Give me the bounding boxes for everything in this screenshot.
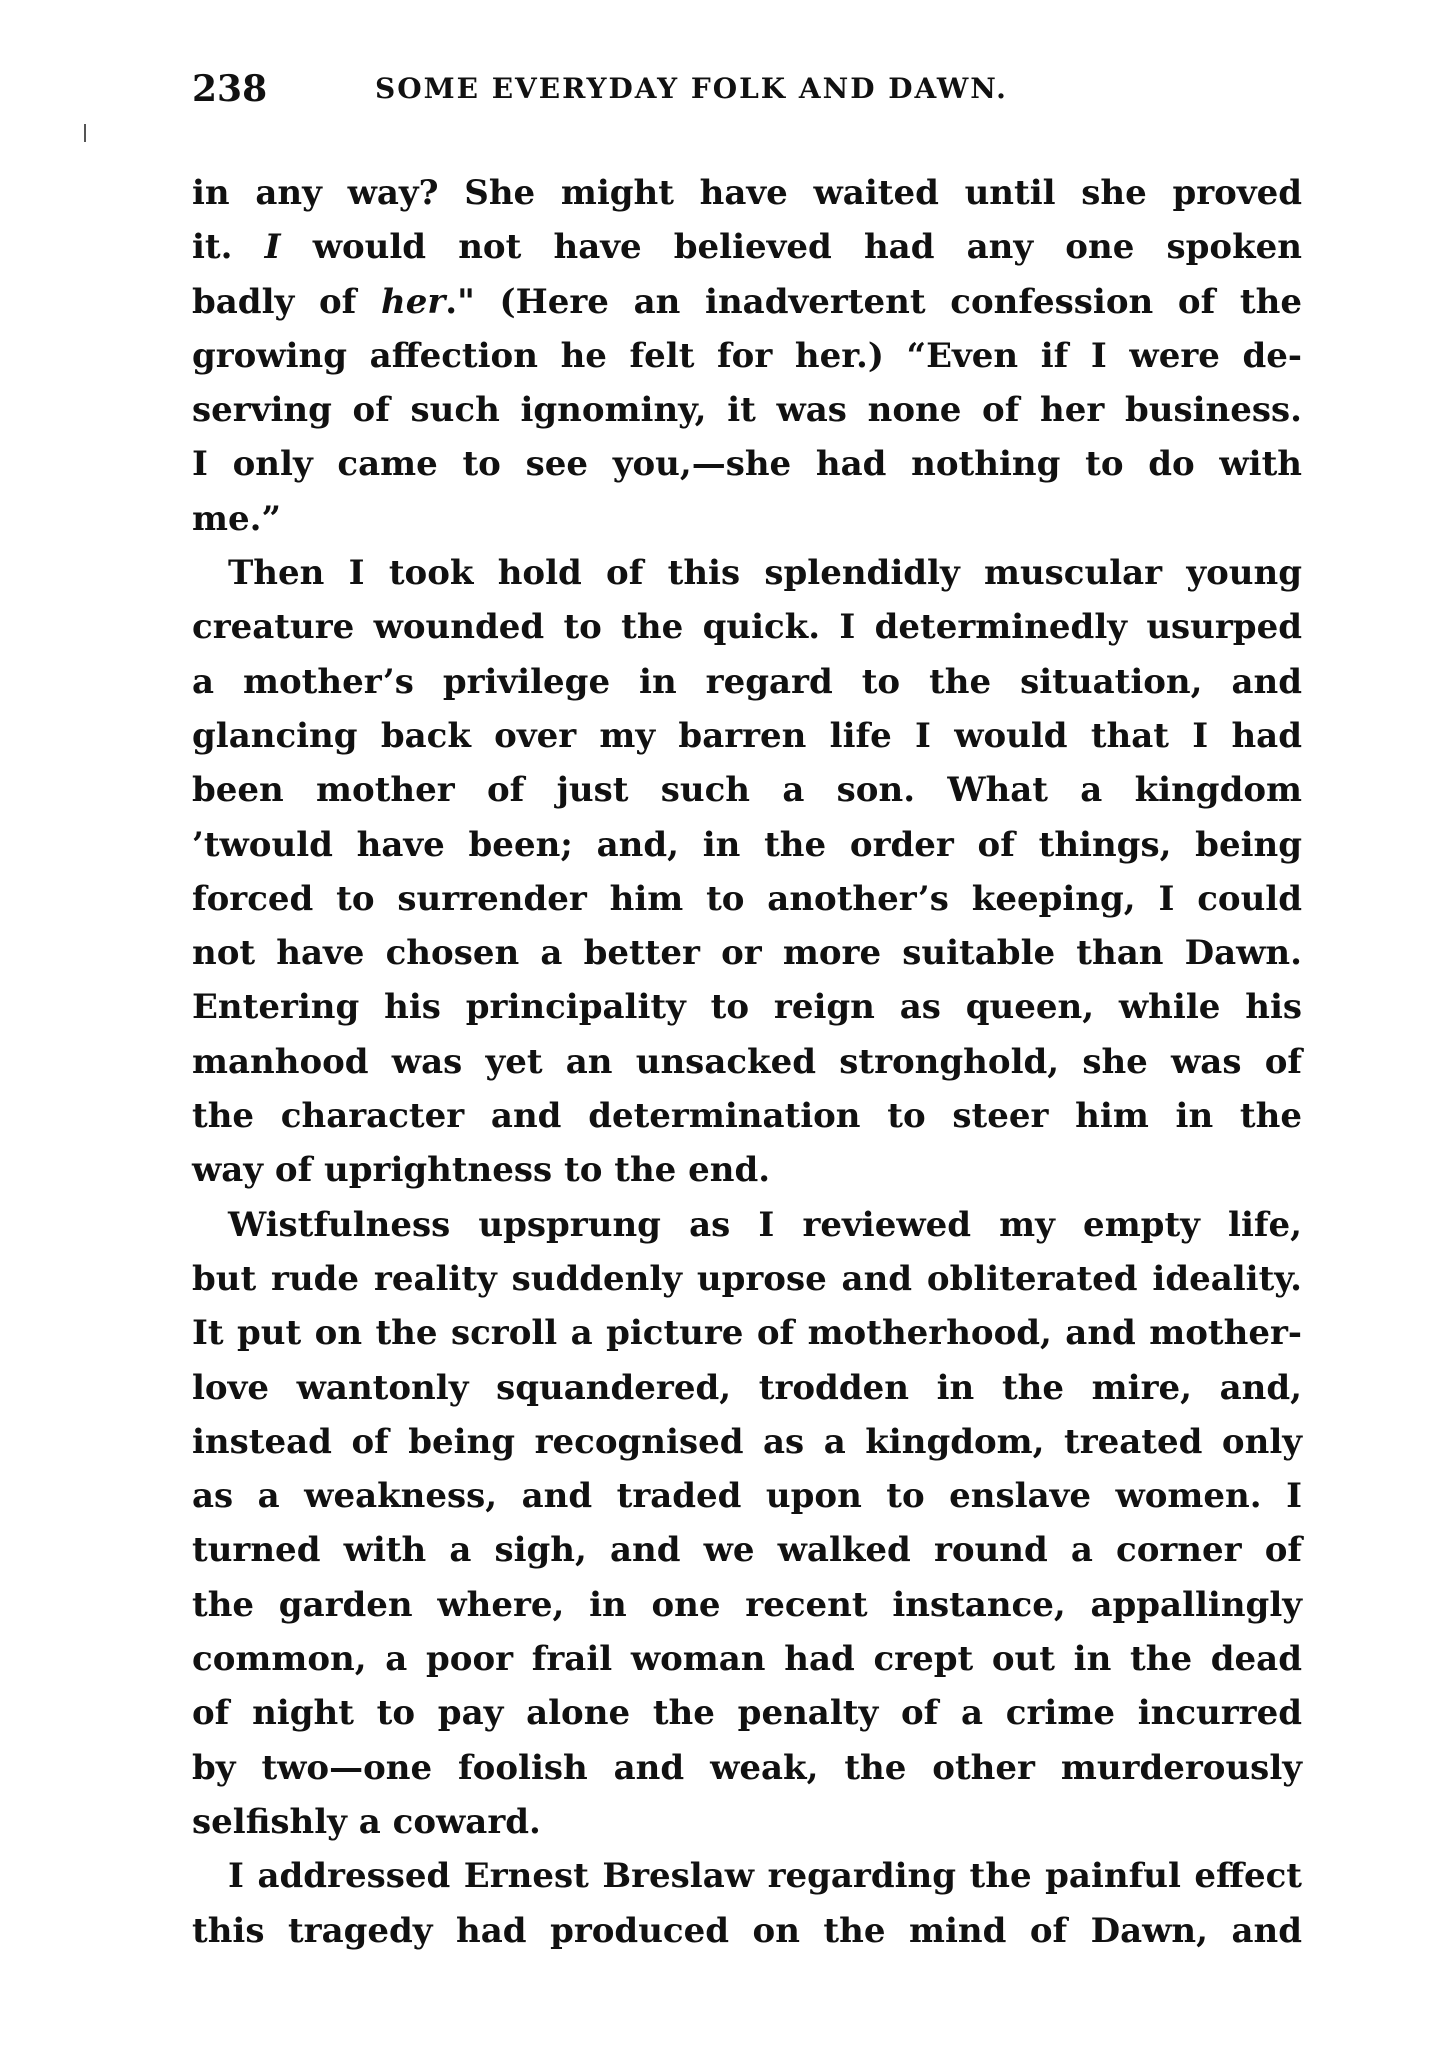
text-segment: selfishly a coward.	[192, 1801, 541, 1842]
text-line	[192, 166, 1302, 220]
text-line	[192, 1795, 1302, 1849]
text-line	[192, 437, 1302, 491]
text-segment: love wantonly squandered, trodden in the mire, and,	[192, 1367, 1302, 1408]
text-segment: badly of	[192, 281, 381, 322]
text-segment: serving of such ignominy, it was none of her business.	[192, 390, 1302, 431]
text-segment: been mother of just such a son. What a kingdom	[192, 770, 1302, 811]
text-line	[192, 1741, 1302, 1795]
text-line	[192, 1306, 1302, 1360]
text-line	[192, 818, 1302, 872]
text-line	[192, 655, 1302, 709]
paragraph	[192, 546, 1302, 1198]
text-line	[192, 980, 1302, 1034]
italic-text: her	[380, 281, 446, 322]
text-line	[192, 1252, 1302, 1306]
text-line	[192, 546, 1302, 600]
text-segment: Entering his principality to reign as queen, while his	[192, 987, 1302, 1028]
text-segment: me.”	[192, 498, 282, 539]
italic-text: I	[264, 227, 281, 268]
text-segment: in any way? She might have waited until she proved	[192, 173, 1302, 213]
scan-mark	[84, 124, 86, 142]
paragraph	[192, 1198, 1302, 1850]
text-line	[192, 763, 1302, 817]
text-segment: Wistfulness upsprung as I reviewed my empty life,	[228, 1204, 1302, 1245]
running-head: SOME EVERYDAY FOLK AND DAWN.	[375, 72, 1008, 105]
text-segment: a mother’s privilege in regard to the situation, and	[192, 661, 1302, 702]
text-segment: of night to pay alone the penalty of a crime incurred	[192, 1693, 1302, 1734]
text-line	[192, 1578, 1302, 1632]
text-segment: manhood was yet an unsacked stronghold, she was of	[192, 1041, 1302, 1082]
text-segment: it.	[192, 227, 265, 268]
text-segment: not have chosen a better or more suitable than Dawn.	[192, 933, 1302, 974]
text-segment: instead of being recognised as a kingdom, treated only	[192, 1421, 1302, 1462]
text-segment: the character and determination to steer him in the	[192, 1096, 1302, 1137]
text-segment: by two—one foolish and weak, the other murderously	[192, 1747, 1302, 1788]
text-line	[192, 1361, 1302, 1415]
text-line	[192, 1143, 1302, 1197]
text-segment: ’twould have been; and, in the order of things, being	[192, 824, 1302, 865]
text-segment: but rude reality suddenly uprose and obliterated ideality.	[192, 1258, 1302, 1299]
text-line	[192, 1035, 1302, 1089]
text-line	[192, 872, 1302, 926]
text-line	[192, 1198, 1302, 1252]
text-segment: I only came to see you,—she had nothing to do with	[192, 444, 1302, 485]
text-segment: Then I took hold of this splendidly muscular young	[228, 553, 1302, 594]
text-line	[192, 926, 1302, 980]
text-line	[192, 275, 1302, 329]
page-header	[192, 62, 1302, 116]
text-line	[192, 492, 1302, 546]
text-segment: common, a poor frail woman had crept out in the dead	[192, 1639, 1302, 1680]
text-segment: ." (Here an inadvertent confession of the	[445, 281, 1302, 322]
paragraph	[192, 166, 1302, 546]
body-text	[192, 166, 1302, 1958]
paragraph	[192, 1849, 1302, 1958]
text-line	[192, 383, 1302, 437]
text-line	[192, 1415, 1302, 1469]
text-line	[192, 1849, 1302, 1903]
text-segment: forced to surrender him to another’s keeping, I could	[192, 878, 1302, 919]
text-line	[192, 329, 1302, 383]
text-line	[192, 1686, 1302, 1740]
text-segment: growing affection he felt for her.) “Even if I were de-	[192, 335, 1302, 376]
text-segment: this tragedy had produced on the mind of Dawn, and	[192, 1910, 1302, 1951]
text-segment: way of uprightness to the end.	[192, 1150, 771, 1191]
text-segment: would not have believed had any one spoken	[280, 227, 1302, 268]
page-number: 238	[192, 68, 268, 110]
text-line	[192, 1089, 1302, 1143]
text-segment: the garden where, in one recent instance, appallingly	[192, 1584, 1302, 1625]
text-line	[192, 1523, 1302, 1577]
text-segment: I addressed Ernest Breslaw regarding the painful effect	[228, 1856, 1302, 1897]
text-segment: glancing back over my barren life I would that I had	[192, 715, 1302, 756]
text-line	[192, 1469, 1302, 1523]
text-line	[192, 600, 1302, 654]
text-segment: turned with a sigh, and we walked round a corner of	[192, 1530, 1302, 1571]
text-line	[192, 1904, 1302, 1958]
text-segment: as a weakness, and traded upon to enslave women. I	[192, 1476, 1302, 1517]
text-segment: It put on the scroll a picture of motherhood, and mother-	[192, 1313, 1302, 1354]
text-line	[192, 220, 1302, 274]
text-line	[192, 709, 1302, 763]
text-segment: creature wounded to the quick. I determinedly usurped	[192, 607, 1302, 648]
text-line	[192, 1632, 1302, 1686]
